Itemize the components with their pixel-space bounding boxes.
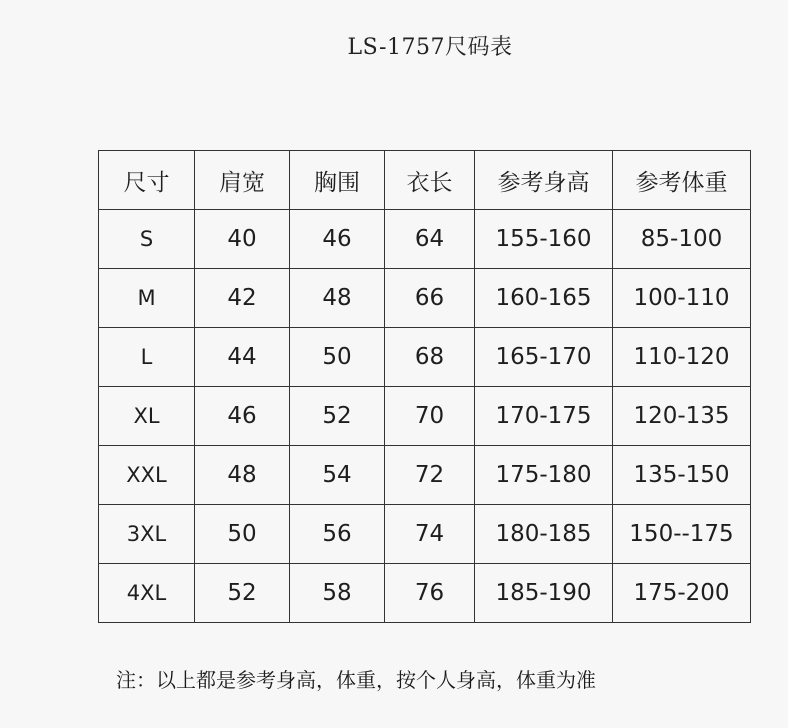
table-row	[99, 210, 751, 269]
header-shoulder: 肩宽	[195, 151, 290, 210]
cell-ref-weight: 85-100	[613, 210, 751, 269]
cell-ref-weight: 150--175	[613, 505, 751, 564]
cell-shoulder: 42	[195, 269, 290, 328]
cell-shoulder: 40	[195, 210, 290, 269]
cell-ref-weight: 135-150	[613, 446, 751, 505]
cell-size: XL	[99, 387, 195, 446]
cell-shoulder: 46	[195, 387, 290, 446]
cell-chest: 52	[290, 387, 385, 446]
cell-shoulder: 50	[195, 505, 290, 564]
table-row	[99, 564, 751, 623]
cell-size: 3XL	[99, 505, 195, 564]
cell-chest: 46	[290, 210, 385, 269]
header-ref-weight: 参考体重	[613, 151, 751, 210]
cell-size: L	[99, 328, 195, 387]
cell-ref-weight: 110-120	[613, 328, 751, 387]
cell-ref-weight: 175-200	[613, 564, 751, 623]
cell-length: 74	[385, 505, 475, 564]
cell-shoulder: 52	[195, 564, 290, 623]
cell-shoulder: 48	[195, 446, 290, 505]
cell-ref-height: 185-190	[475, 564, 613, 623]
footnote: 注：以上都是参考身高，体重，按个人身高，体重为准	[116, 668, 596, 692]
cell-ref-height: 180-185	[475, 505, 613, 564]
cell-ref-height: 155-160	[475, 210, 613, 269]
cell-ref-weight: 120-135	[613, 387, 751, 446]
cell-length: 66	[385, 269, 475, 328]
cell-shoulder: 44	[195, 328, 290, 387]
header-length: 衣长	[385, 151, 475, 210]
table-row	[99, 446, 751, 505]
cell-size: 4XL	[99, 564, 195, 623]
header-chest: 胸围	[290, 151, 385, 210]
cell-ref-height: 165-170	[475, 328, 613, 387]
cell-length: 70	[385, 387, 475, 446]
cell-length: 76	[385, 564, 475, 623]
cell-chest: 50	[290, 328, 385, 387]
cell-chest: 58	[290, 564, 385, 623]
cell-length: 64	[385, 210, 475, 269]
cell-chest: 54	[290, 446, 385, 505]
table-header-row	[99, 151, 751, 210]
cell-ref-height: 160-165	[475, 269, 613, 328]
cell-size: XXL	[99, 446, 195, 505]
page-title: LS-1757尺码表	[347, 35, 513, 60]
header-ref-height: 参考身高	[475, 151, 613, 210]
cell-length: 68	[385, 328, 475, 387]
cell-ref-height: 170-175	[475, 387, 613, 446]
cell-chest: 56	[290, 505, 385, 564]
table-row	[99, 328, 751, 387]
table-row	[99, 387, 751, 446]
size-chart-table	[98, 150, 751, 623]
header-size: 尺寸	[99, 151, 195, 210]
cell-ref-height: 175-180	[475, 446, 613, 505]
cell-size: M	[99, 269, 195, 328]
table-row	[99, 505, 751, 564]
cell-size: S	[99, 210, 195, 269]
cell-chest: 48	[290, 269, 385, 328]
cell-ref-weight: 100-110	[613, 269, 751, 328]
table-row	[99, 269, 751, 328]
cell-length: 72	[385, 446, 475, 505]
